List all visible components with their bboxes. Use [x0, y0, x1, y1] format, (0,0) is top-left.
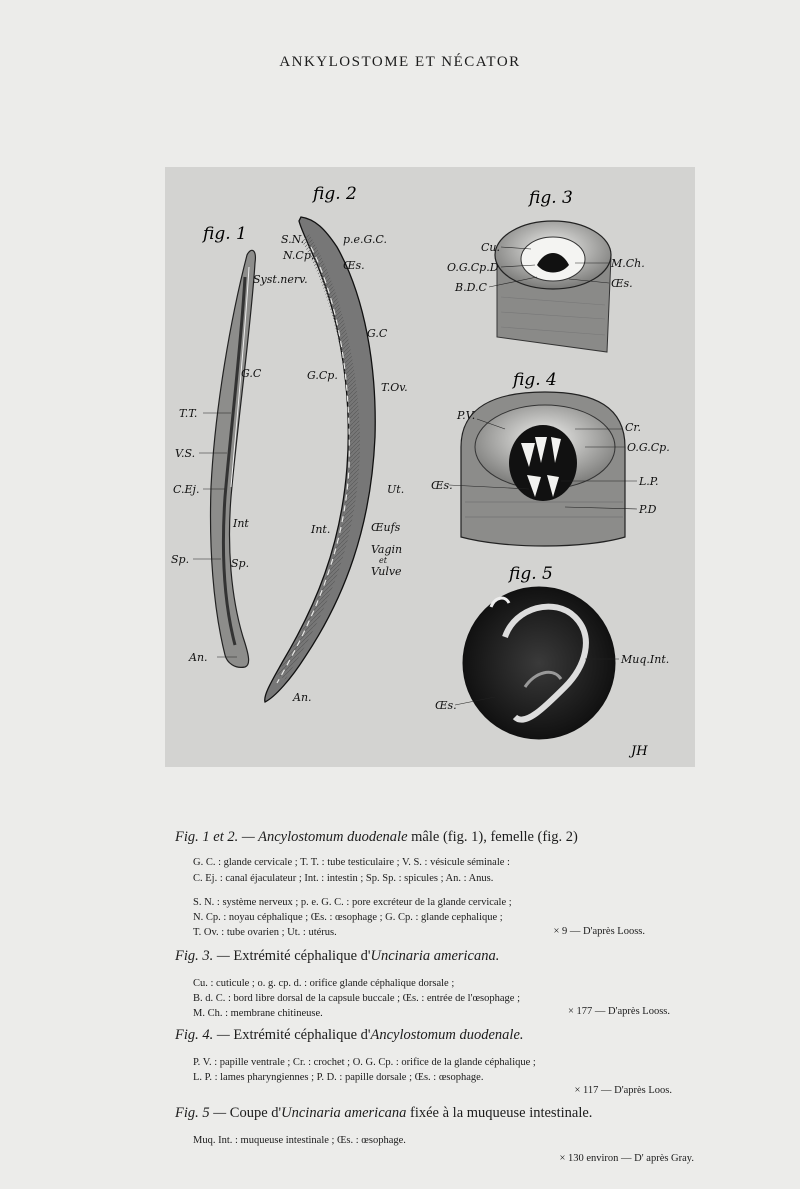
fig4-label-cr: Cr.	[625, 421, 641, 434]
fig3-label-cu: Cu.	[481, 241, 500, 254]
fig1-title: fig. 1	[203, 224, 247, 244]
fig3-caption-title	[175, 948, 499, 965]
fig5-caption-text: Coupe d'	[229, 1105, 282, 1121]
fig1-label-gc: G.C	[241, 367, 262, 380]
fig5-label-muq: Muq.Int.	[621, 653, 670, 666]
fig3-title: fig. 3	[529, 188, 573, 208]
fig1-label-tt: T.T.	[179, 407, 198, 420]
fig5-title: fig. 5	[509, 564, 553, 584]
fig4-legend-line-1: P. V. : papille ventrale ; Cr. : crochet ; O. G. Cp. : orifice de la glande céphalique ;	[193, 1057, 536, 1068]
fig5-section	[463, 587, 615, 739]
fig5-label-oes: Œs.	[435, 699, 457, 712]
fig2-label-et: et	[379, 556, 387, 565]
fig5-caption-prefix: Fig. 5 —	[175, 1105, 230, 1121]
fig12-legend-line-2: C. Ej. : canal éjaculateur ; Int. : intestin ; Sp. Sp. : spicules ; An. : Anus.	[193, 873, 494, 884]
fig12-caption-species: Ancylostomum duodenale	[258, 829, 408, 845]
fig2-label-gcp: G.Cp.	[307, 369, 338, 382]
fig2-label-oeufs: Œufs	[371, 521, 401, 534]
fig4-label-pv: P.V.	[457, 409, 476, 422]
fig3-legend-line-2: B. d. C. : bord libre dorsal de la capsule buccale ; Œs. : entrée de l'œsophage ;	[193, 993, 521, 1004]
running-title: ANKYLOSTOME ET NÉCATOR	[279, 54, 521, 70]
fig2-label-ut: Ut.	[387, 483, 405, 496]
fig12-legend-line-1: G. C. : glande cervicale ; T. T. : tube testiculaire ; V. S. : vésicule séminale :	[193, 857, 510, 868]
fig2-label-vulve: Vulve	[371, 565, 402, 578]
fig1-label-an: An.	[189, 651, 208, 664]
fig3-label-oes: Œs.	[611, 277, 633, 290]
fig5-caption-rest: fixée à la muqueuse intestinale.	[406, 1105, 593, 1121]
fig4-label-pd: P.D	[639, 503, 657, 516]
fig4-caption-species: Ancylostomum duodenale.	[370, 1027, 524, 1043]
fig5-legend-line-1: Muq. Int. : muqueuse intestinale ; Œs. : œsophage.	[193, 1135, 406, 1146]
fig4-label-oes: Œs.	[431, 479, 453, 492]
fig1-label-vs: V.S.	[175, 447, 196, 460]
fig2-worm	[265, 217, 375, 702]
fig1-worm	[211, 250, 256, 667]
fig3-label-mch: M.Ch.	[611, 257, 645, 270]
fig3-legend-line-1: Cu. : cuticule ; o. g. cp. d. : orifice glande céphalique dorsale ;	[193, 978, 455, 989]
fig2-label-ncp: N.Cp.	[283, 249, 315, 262]
fig1-label-cej: C.Ej.	[173, 483, 200, 496]
fig4-caption-title	[175, 1027, 524, 1044]
fig5-caption-title	[175, 1105, 592, 1122]
fig2-title: fig. 2	[313, 184, 357, 204]
artist-monogram: JH	[631, 744, 648, 759]
fig4-label-lp: L.P.	[639, 475, 659, 488]
fig5-caption-species: Uncinaria americana	[281, 1105, 407, 1121]
fig1-label-sp-left: Sp.	[171, 553, 190, 566]
fig3-label-ogcpd: O.G.Cp.D	[447, 261, 499, 274]
fig3-label-bdc: B.D.C	[455, 281, 487, 294]
fig4-caption-text: Extrémité céphalique d'	[233, 1027, 371, 1043]
fig3-caption-text: Extrémité céphalique d'	[233, 948, 371, 964]
fig2-label-tov: T.Ov.	[381, 381, 408, 394]
fig2-label-sn: S.N.	[281, 233, 305, 246]
fig12-legend-line-5: T. Ov. : tube ovarien ; Ut. : utérus.	[193, 927, 337, 938]
fig12-legend-line-3: S. N. : système nerveux ; p. e. G. C. : pore excréteur de la glande cervicale ;	[193, 897, 512, 908]
fig2-label-int: Int.	[311, 523, 331, 536]
fig1-label-syst-nerv: Syst.nerv.	[253, 273, 308, 286]
fig2-label-pegc: p.e.G.C.	[343, 233, 387, 246]
fig12-legend-line-4: N. Cp. : noyau céphalique ; Œs. : œsophage ; G. Cp. : glande cephalique ;	[193, 912, 503, 923]
fig4-label-ogcp: O.G.Cp.	[627, 441, 670, 454]
fig2-label-an: An.	[293, 691, 312, 704]
plate-drawing	[165, 167, 695, 767]
fig3-caption-prefix: Fig. 3. —	[175, 948, 234, 964]
fig4-legend-line-2: L. P. : lames pharyngiennes ; P. D. : papille dorsale ; Œs. : œsophage.	[193, 1072, 484, 1083]
fig12-caption-title	[175, 829, 578, 846]
fig3-head	[495, 221, 611, 352]
fig2-label-oes: Œs.	[343, 259, 365, 272]
illustration-plate	[165, 167, 695, 767]
fig4-credit: × 117 — D'après Loos.	[574, 1085, 672, 1096]
fig2-label-vagin: Vagin	[371, 543, 403, 556]
fig4-title: fig. 4	[513, 370, 557, 390]
fig3-caption-species: Uncinaria americana.	[370, 948, 500, 964]
fig2-label-gc: G.C	[367, 327, 388, 340]
fig1-label-int: Int	[233, 517, 249, 530]
fig12-caption-prefix: Fig. 1 et 2. —	[175, 829, 259, 845]
fig12-caption-rest: mâle (fig. 1), femelle (fig. 2)	[407, 829, 578, 845]
fig12-credit: × 9 — D'après Looss.	[553, 926, 645, 937]
fig4-caption-prefix: Fig. 4. —	[175, 1027, 234, 1043]
fig3-credit: × 177 — D'après Looss.	[567, 1006, 670, 1017]
fig5-credit: × 130 environ — D' après Gray.	[559, 1153, 694, 1164]
fig3-legend-line-3: M. Ch. : membrane chitineuse.	[193, 1008, 323, 1019]
fig4-head	[461, 392, 625, 546]
fig1-label-sp-right: Sp.	[231, 557, 250, 570]
